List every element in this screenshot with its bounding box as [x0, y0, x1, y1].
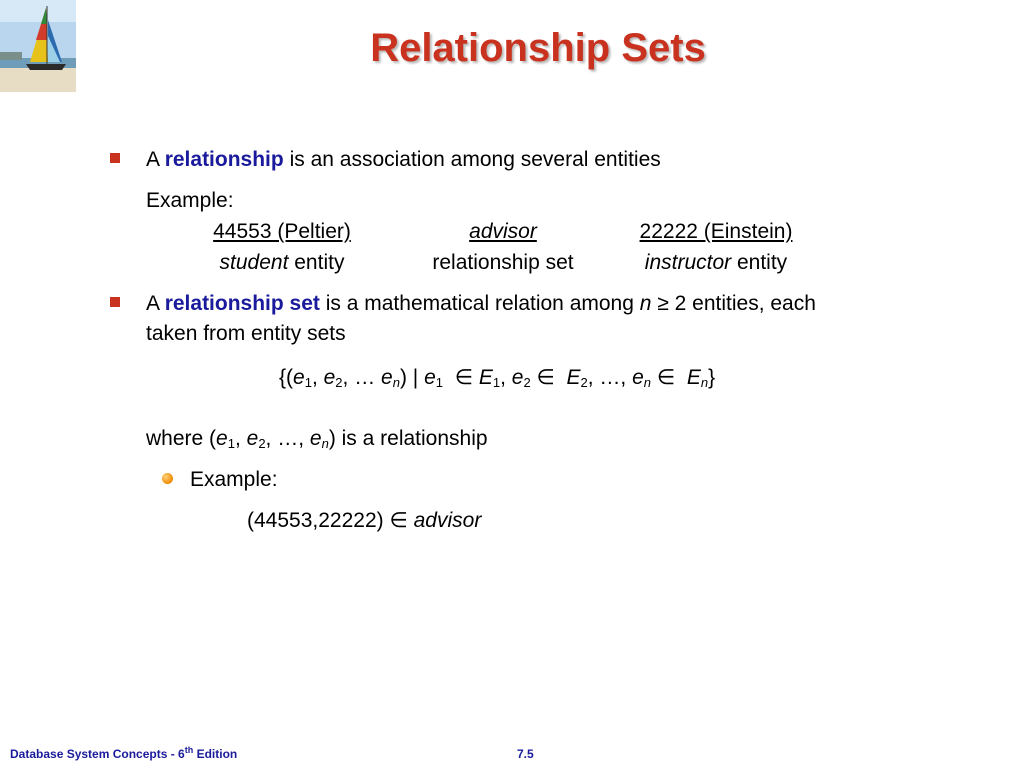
bullet1-pre: A — [146, 148, 159, 171]
formula-close: } — [708, 366, 716, 389]
where-sub2: 2 — [258, 436, 266, 451]
where-en: e — [309, 427, 322, 450]
footer-book-pre: Database System Concepts - 6 — [10, 747, 185, 761]
bullet2-geq: ≥ — [657, 292, 669, 315]
element-of-icon: ∈ — [656, 366, 676, 389]
footer-page-number: 7.5 — [517, 747, 534, 761]
where-e2: e — [246, 427, 259, 450]
example-instructor-entity — [623, 252, 809, 273]
formula-sub1b: 1 — [435, 375, 444, 390]
where-comma: , — [234, 427, 247, 450]
formula-subn: n — [392, 375, 400, 390]
example-relationship-set — [403, 252, 603, 273]
formula-E-sub2: 2 — [580, 375, 588, 390]
formula-sub2b: 2 — [523, 375, 531, 390]
formula-enb: e — [632, 366, 644, 389]
example-col3-rest: entity — [731, 251, 788, 274]
example-advisor — [403, 221, 603, 242]
formula-bar: ) | — [399, 366, 425, 389]
where-subn: n — [321, 436, 329, 451]
example-student-id — [182, 221, 382, 242]
bullet2-line2: taken from entity sets — [146, 322, 346, 345]
where-ellipsis: , …, — [265, 427, 310, 450]
term-relationship-set: relationship set — [164, 292, 320, 315]
sub-bullet-example: Example: — [190, 468, 278, 491]
membership-set: advisor — [413, 509, 482, 532]
example-col1-italic: student — [219, 251, 289, 274]
formula-en: e — [381, 366, 393, 389]
example-label: Example: — [146, 189, 234, 212]
formula-E1: E — [478, 366, 493, 389]
formula-comma2: , — [500, 366, 512, 389]
orange-dot-bullet-icon — [162, 473, 173, 484]
formula-E-subn: n — [700, 375, 709, 390]
square-bullet-icon — [110, 297, 120, 307]
example-col1-top: 44553 (Peltier) — [213, 220, 351, 243]
example-col1-rest: entity — [288, 251, 345, 274]
footer-book-title — [10, 747, 237, 761]
membership-tuple: (44553,22222) — [247, 509, 384, 532]
square-bullet-icon — [110, 153, 120, 163]
formula-open: {( — [279, 366, 294, 389]
bullet2-n: n — [639, 292, 652, 315]
bullet-relationship-set — [146, 293, 816, 314]
element-of-icon: ∈ — [454, 366, 473, 389]
bullet1-post: is an association among several entities — [289, 148, 661, 171]
formula-sub1: 1 — [304, 375, 312, 390]
footer-book-post: Edition — [193, 747, 238, 761]
example-col2-rest: relationship set — [432, 251, 574, 274]
formula-E2: E — [566, 366, 581, 389]
formula-e2b: e — [511, 366, 524, 389]
where-line — [146, 428, 488, 449]
bullet-relationship — [146, 149, 661, 170]
element-of-icon: ∈ — [536, 366, 555, 389]
bullet2-post: is a mathematical relation among — [325, 292, 634, 315]
bullet2-pre: A — [146, 292, 159, 315]
example-col2-top: advisor — [469, 220, 537, 243]
formula-En: E — [686, 366, 701, 389]
footer-book-sup: th — [184, 745, 194, 755]
example-col3-italic: instructor — [644, 251, 732, 274]
element-of-icon: ∈ — [389, 509, 408, 532]
formula-ellipsis2: , …, — [587, 366, 633, 389]
set-formula — [279, 367, 715, 388]
formula-ellipsis1: , … — [342, 366, 382, 389]
example-instructor-id — [623, 221, 809, 242]
example-col3-top: 22222 (Einstein) — [639, 220, 793, 243]
formula-e1b: e — [424, 366, 436, 389]
formula-e1: e — [293, 366, 305, 389]
formula-e2: e — [323, 366, 336, 389]
membership-example — [247, 510, 481, 531]
formula-E-sub1: 1 — [492, 375, 501, 390]
where-pre: where ( — [146, 427, 217, 450]
example-student-entity — [182, 252, 382, 273]
where-post: ) is a relationship — [328, 427, 488, 450]
where-e1: e — [216, 427, 228, 450]
formula-subnb: n — [643, 375, 651, 390]
bullet2-post-end: 2 entities, each — [674, 292, 816, 315]
term-relationship: relationship — [164, 148, 284, 171]
formula-comma1: , — [311, 366, 324, 389]
slide-title: Relationship Sets — [370, 26, 706, 70]
formula-sub2: 2 — [335, 375, 343, 390]
where-sub1: 1 — [227, 436, 235, 451]
